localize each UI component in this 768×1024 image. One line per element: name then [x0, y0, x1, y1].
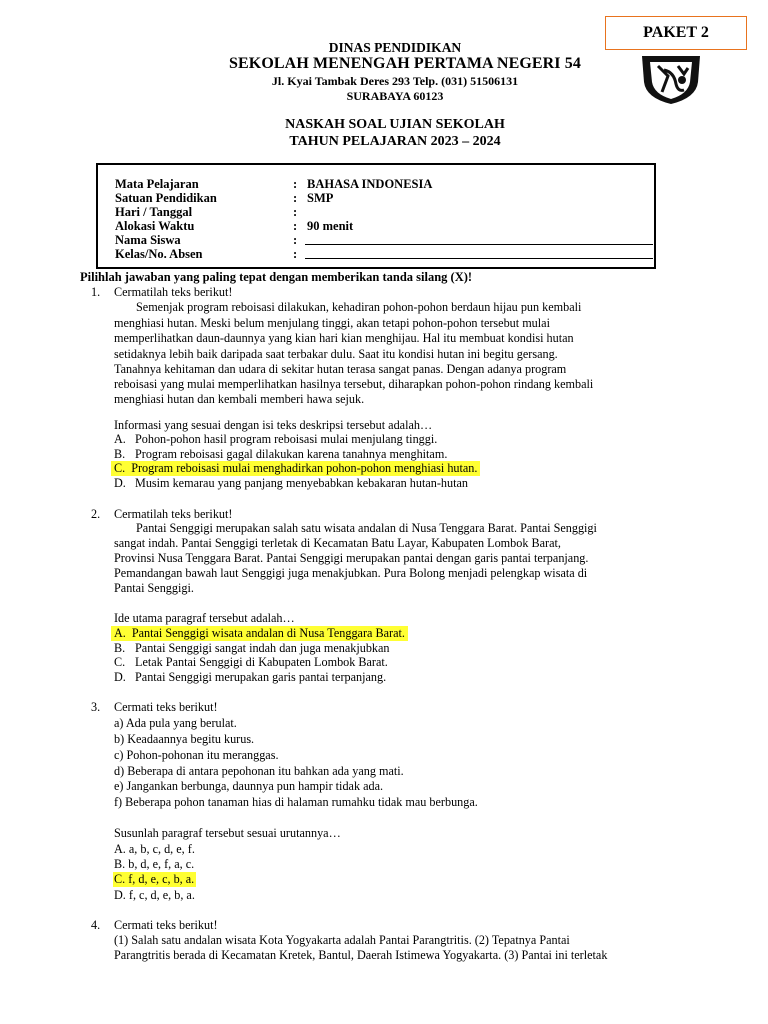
question-number: 2.: [91, 507, 101, 521]
question-intro: Cermati teks berikut!: [114, 918, 218, 932]
passage-line: Pantai Senggigi.: [114, 581, 194, 595]
info-colon: :: [293, 219, 298, 233]
option-letter: A.: [114, 432, 126, 446]
info-label: Mata Pelajaran: [115, 177, 199, 191]
option-text: Pantai Senggigi sangat indah dan juga menakjubkan: [135, 641, 390, 655]
option-text: Program reboisasi gagal dilakukan karena tanahnya menghitam.: [135, 447, 448, 461]
question-number: 3.: [91, 700, 101, 714]
header-dinas: DINAS PENDIDIKAN: [328, 40, 462, 55]
info-colon: :: [293, 205, 298, 219]
student-info-box: [96, 163, 656, 269]
option-letter: D.: [114, 670, 126, 684]
info-colon: :: [293, 177, 298, 191]
sentence-item: a) Ada pula yang berulat.: [114, 716, 237, 730]
info-label: Alokasi Waktu: [115, 219, 195, 233]
passage-line: Tanahnya kehitaman dan udara di sekitar hutan terasa sangat panas. Dengan adanya program: [114, 362, 567, 376]
sentence-item: e) Jangankan berbunga, daunnya pun hampir tidak ada.: [114, 779, 384, 793]
info-label: Satuan Pendidikan: [115, 191, 217, 205]
info-value: BAHASA INDONESIA: [307, 177, 433, 191]
paket-label: PAKET 2: [605, 16, 747, 50]
info-value: SMP: [307, 191, 334, 205]
option-text: Pantai Senggigi wisata andalan di Nusa Tenggara Barat.: [131, 626, 405, 640]
option-highlighted[interactable]: [111, 461, 480, 476]
info-label: Nama Siswa: [115, 233, 181, 247]
info-value: 90 menit: [307, 219, 354, 233]
passage-line: sangat indah. Pantai Senggigi terletak di Kecamatan Batu Layar, Kabupaten Lombok Barat,: [114, 536, 561, 550]
passage-line: Provinsi Nusa Tenggara Barat. Pantai Senggigi merupakan pantai dengan garis pantai terpanjang.: [114, 551, 589, 565]
passage-line: memperlihatkan daun-daunnya yang kian hari kian menghijau. Hal itu membuat kondisi hutan: [114, 331, 574, 345]
option[interactable]: B. b, d, e, f, a, c.: [114, 857, 195, 871]
option-letter: C.: [114, 461, 126, 475]
info-colon: :: [293, 191, 298, 205]
school-emblem-icon: [638, 52, 704, 106]
sentence-item: f) Beberapa pohon tanaman hias di halaman rumahku tidak mau berbunga.: [114, 795, 478, 809]
passage-line: menghiasi hutan. Meski belum menjulang tinggi, akan tetapi pohon-pohon tersebut mulai: [114, 316, 550, 330]
question-text: Susunlah paragraf tersebut sesuai urutannya…: [114, 826, 341, 840]
option[interactable]: A. a, b, c, d, e, f.: [114, 842, 195, 856]
info-label: Hari / Tanggal: [115, 205, 193, 219]
info-colon: :: [293, 247, 298, 261]
question-number: 4.: [91, 918, 101, 932]
option-letter: C.: [114, 655, 126, 669]
option-text: Pohon-pohon hasil program reboisasi mulai menjulang tinggi.: [135, 432, 438, 446]
option-letter: D.: [114, 476, 126, 490]
option-text: Musim kemarau yang panjang menyebabkan kebakaran hutan-hutan: [135, 476, 469, 490]
sentence-item: b) Keadaannya begitu kurus.: [114, 732, 255, 746]
class-blank-line[interactable]: [305, 258, 653, 259]
sentence-item: d) Beberapa di antara pepohonan itu bahkan ada yang mati.: [114, 764, 404, 778]
sentence-item: c) Pohon-pohonan itu meranggas.: [114, 748, 279, 762]
exam-year: TAHUN PELAJARAN 2023 – 2024: [289, 134, 501, 149]
passage-line: Pemandangan bawah laut Senggigi juga menakjubkan. Pura Bolong menjadi pelengkap wisata di: [114, 566, 588, 580]
question-intro: Cermati teks berikut!: [114, 700, 218, 714]
passage-line: Pantai Senggigi merupakan salah satu wisata andalan di Nusa Tenggara Barat. Pantai Senggigi: [136, 521, 597, 535]
passage-line: menghiasi hutan dan kembali memberi hawa sejuk.: [114, 392, 365, 406]
name-blank-line[interactable]: [305, 244, 653, 245]
question-number: 1.: [91, 285, 101, 299]
option-highlighted[interactable]: [111, 626, 408, 641]
option-text: Pantai Senggigi merupakan garis pantai terpanjang.: [135, 670, 387, 684]
option[interactable]: [114, 641, 390, 656]
passage-line: (1) Salah satu andalan wisata Kota Yogyakarta adalah Pantai Parangtritis. (2) Tepatnya Pantai: [114, 933, 570, 947]
header-address: Jl. Kyai Tambak Deres 293 Telp. (031) 51506131: [271, 74, 519, 88]
option[interactable]: [114, 655, 388, 670]
passage-line: Semenjak program reboisasi dilakukan, kehadiran pohon-pohon berdaun hijau pun kembali: [136, 300, 582, 314]
instruction: Pilihlah jawaban yang paling tepat dengan memberikan tanda silang (X)!: [80, 270, 473, 284]
passage-line: Parangtritis berada di Kecamatan Kretek, Bantul, Daerah Istimewa Yogyakarta. (3) Pantai ini terletak: [114, 948, 608, 962]
question-text: Informasi yang sesuai dengan isi teks deskripsi tersebut adalah…: [114, 418, 433, 432]
header-school: SEKOLAH MENENGAH PERTAMA NEGERI 54: [229, 55, 581, 72]
option-letter: A.: [114, 626, 126, 640]
exam-title: NASKAH SOAL UJIAN SEKOLAH: [285, 117, 505, 132]
option[interactable]: [114, 476, 469, 491]
option[interactable]: [114, 447, 448, 462]
passage-line: reboisasi yang mulai memperlihatkan hasilnya tersebut, diharapkan pohon-pohon rindang kembali: [114, 377, 594, 391]
option-text: Program reboisasi mulai menghadirkan pohon-pohon menghiasi hutan.: [131, 461, 478, 475]
option-letter: B.: [114, 641, 126, 655]
option-highlighted[interactable]: C. f, d, e, c, b, a.: [114, 872, 195, 886]
info-colon: :: [293, 233, 298, 247]
option-letter: B.: [114, 447, 126, 461]
question-intro: Cermatilah teks berikut!: [114, 285, 233, 299]
option[interactable]: [114, 432, 438, 447]
question-intro: Cermatilah teks berikut!: [114, 507, 233, 521]
option[interactable]: D. f, c, d, e, b, a.: [114, 888, 195, 902]
option-text: Letak Pantai Senggigi di Kabupaten Lombok Barat.: [135, 655, 388, 669]
info-label: Kelas/No. Absen: [115, 247, 203, 261]
passage-line: setidaknya lebih baik daripada saat terbakar dulu. Saat itu kondisi hutan ini begitu gersang.: [114, 347, 558, 361]
option[interactable]: [114, 670, 387, 685]
question-text: Ide utama paragraf tersebut adalah…: [114, 611, 295, 625]
header-city: SURABAYA 60123: [346, 89, 444, 103]
